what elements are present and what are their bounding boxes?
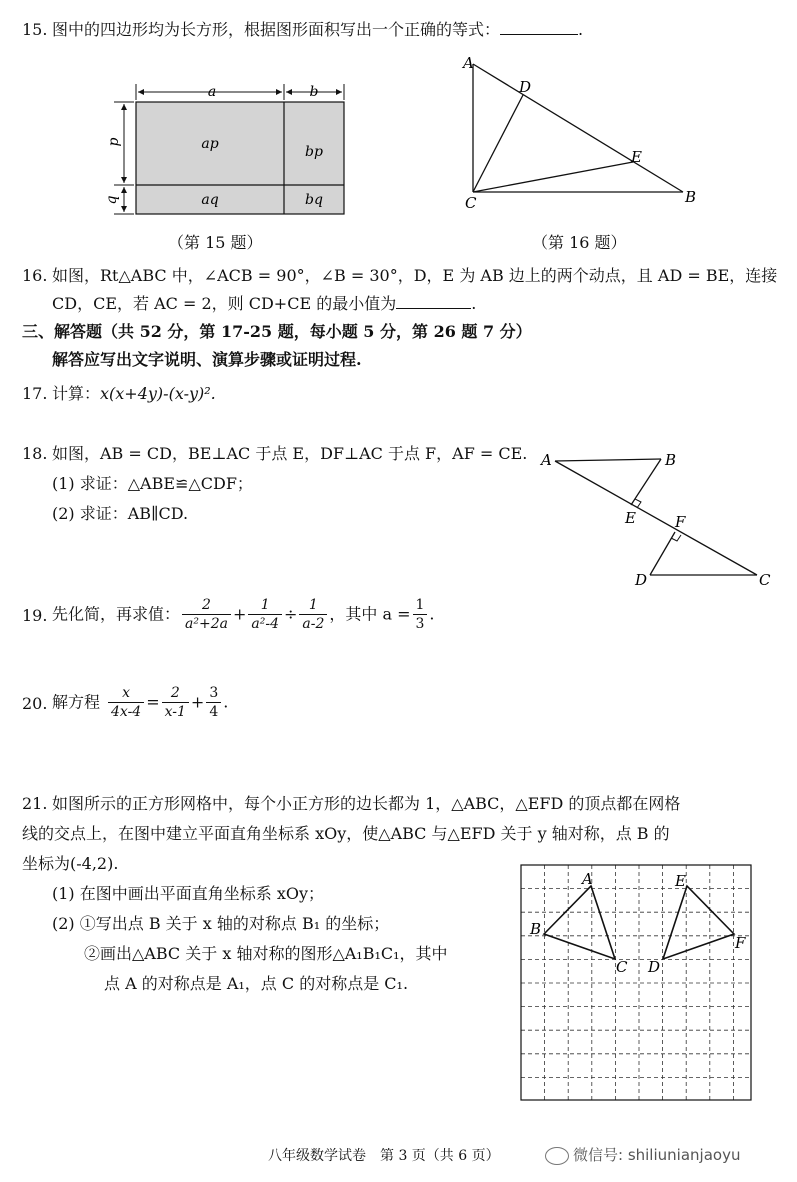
q20-end: . [223, 692, 229, 712]
q18-label-A: A [541, 451, 552, 469]
q21-label-D: D [648, 958, 661, 976]
q17-number: 17. [22, 384, 48, 403]
q21-number: 21. [22, 794, 48, 813]
q21-line6: ②画出△ABC 关于 x 轴对称的图形△A₁B₁C₁，其中 [84, 944, 448, 963]
q19-op2: ÷ [283, 604, 298, 624]
q18-label-B: B [665, 451, 677, 469]
q15-figure [100, 80, 350, 220]
q20-frac2: $\frac{2}{x-1}$ [162, 684, 189, 721]
q21-label-E: E [675, 872, 686, 890]
q20-number: 20. [22, 694, 48, 713]
label-a: a [207, 84, 217, 100]
q20-text [52, 680, 228, 725]
q15-caption: （第 15 题） [168, 233, 263, 252]
label-b: b [309, 84, 319, 100]
label-ap: ap [201, 136, 219, 152]
label-p: p [106, 137, 122, 147]
q18-label-E: E [625, 509, 636, 527]
q19-op1: + [232, 604, 247, 624]
q21-label-A: A [582, 870, 593, 888]
q21-line1: 如图所示的正方形网格中，每个小正方形的边长都为 1，△ABC，△EFD 的顶点都在网格 [52, 794, 681, 813]
q21-line3: 坐标为(-4,2). [22, 854, 119, 873]
q16-label-E: E [631, 148, 642, 166]
wechat-watermark [545, 1146, 740, 1165]
label-aq: aq [201, 192, 219, 208]
q21-label-B: B [530, 920, 542, 938]
q19-end: . [429, 604, 435, 624]
q16-label-B: B [685, 188, 697, 206]
q15-number: 15. [22, 20, 48, 39]
q18-label-F: F [675, 513, 686, 531]
q20-frac1: $\frac{x}{4x-4}$ [108, 684, 144, 721]
q19-frac3: $\frac{1}{a-2}$ [299, 596, 327, 633]
q19-frac2: $\frac{1}{\text{a²-4}}$ [248, 596, 282, 633]
q17-expression: x(x+4y)-(x-y)². [100, 384, 216, 403]
q21-label-C: C [616, 958, 628, 976]
q20-op: + [190, 692, 205, 712]
q19-lead: 先化简，再求值： [52, 604, 181, 624]
q21-label-F: F [735, 934, 746, 952]
q16-label-C: C [465, 194, 477, 212]
section3-subtitle: 解答应写出文字说明、演算步骤或证明过程. [52, 350, 362, 369]
q16-end: . [471, 294, 477, 313]
q16-line1: 如图，Rt△ABC 中，∠ACB = 90°，∠B = 30°，D，E 为 AB 边上的两个动点，且 AD = BE，连接 [52, 266, 778, 285]
q16-label-A: A [463, 54, 474, 72]
page-footer: 八年级数学试卷 第 3 页（共 6 页） [268, 1148, 500, 1164]
q20-lead: 解方程 [52, 692, 101, 712]
section3-title: 三、解答题（共 52 分，第 17-25 题，每小题 5 分，第 26 题 7 分） [22, 322, 532, 341]
q18-label-D: D [635, 571, 648, 589]
q21-line5: (2) ①写出点 B 关于 x 轴的对称点 B₁ 的坐标； [52, 914, 390, 933]
q18-line1: 如图，AB = CD，BE⊥AC 于点 E，DF⊥AC 于点 F，AF = CE. [52, 444, 528, 463]
label-bq: bq [305, 192, 323, 208]
q19-mid: ，其中 a = [329, 604, 411, 624]
label-bp: bp [305, 144, 323, 160]
q16-caption: （第 16 题） [532, 233, 627, 252]
q20-frac3: $\frac{3}{4}$ [206, 684, 221, 721]
label-q: q [104, 195, 120, 205]
q18-line2: (1) 求证：△ABE≌△CDF； [52, 474, 253, 493]
q15-end: . [578, 20, 584, 39]
q20-eq: = [146, 692, 160, 712]
q16-answer-blank[interactable] [396, 294, 471, 309]
q15-text [52, 20, 583, 39]
q19-frac4: $\frac{1}{3}$ [413, 596, 428, 633]
q21-line4: (1) 在图中画出平面直角坐标系 xOy； [52, 884, 325, 903]
q18-label-C: C [759, 571, 771, 589]
q16-line2-text: CD，CE，若 AC = 2，则 CD+CE 的最小值为 [52, 294, 397, 313]
q17-text [52, 384, 216, 403]
q21-line2: 线的交点上，在图中建立平面直角坐标系 xOy，使△ABC 与△EFD 关于 y 轴对称，点 B 的 [22, 824, 670, 843]
q21-line7: 点 A 的对称点是 A₁，点 C 的对称点是 C₁. [104, 974, 409, 993]
q19-frac1: $\frac{2}{\text{a²+2a}}$ [182, 596, 231, 633]
q16-label-D: D [519, 78, 532, 96]
watermark-text: 微信号: shiliunianjaoyu [573, 1146, 741, 1164]
q18-number: 18. [22, 444, 48, 463]
q17-label: 计算： [52, 384, 101, 403]
q19-text [52, 592, 435, 637]
wechat-icon [545, 1147, 569, 1165]
q21-grid-figure[interactable] [520, 864, 760, 1104]
q18-figure [535, 445, 785, 590]
q16-figure [455, 52, 700, 212]
q19-number: 19. [22, 606, 48, 625]
q18-line3: (2) 求证：AB∥CD. [52, 504, 189, 523]
q15-answer-blank[interactable] [500, 20, 578, 35]
q15-prompt: 图中的四边形均为长方形，根据图形面积写出一个正确的等式： [52, 20, 501, 39]
q16-number: 16. [22, 266, 48, 285]
q16-line2 [52, 294, 476, 313]
